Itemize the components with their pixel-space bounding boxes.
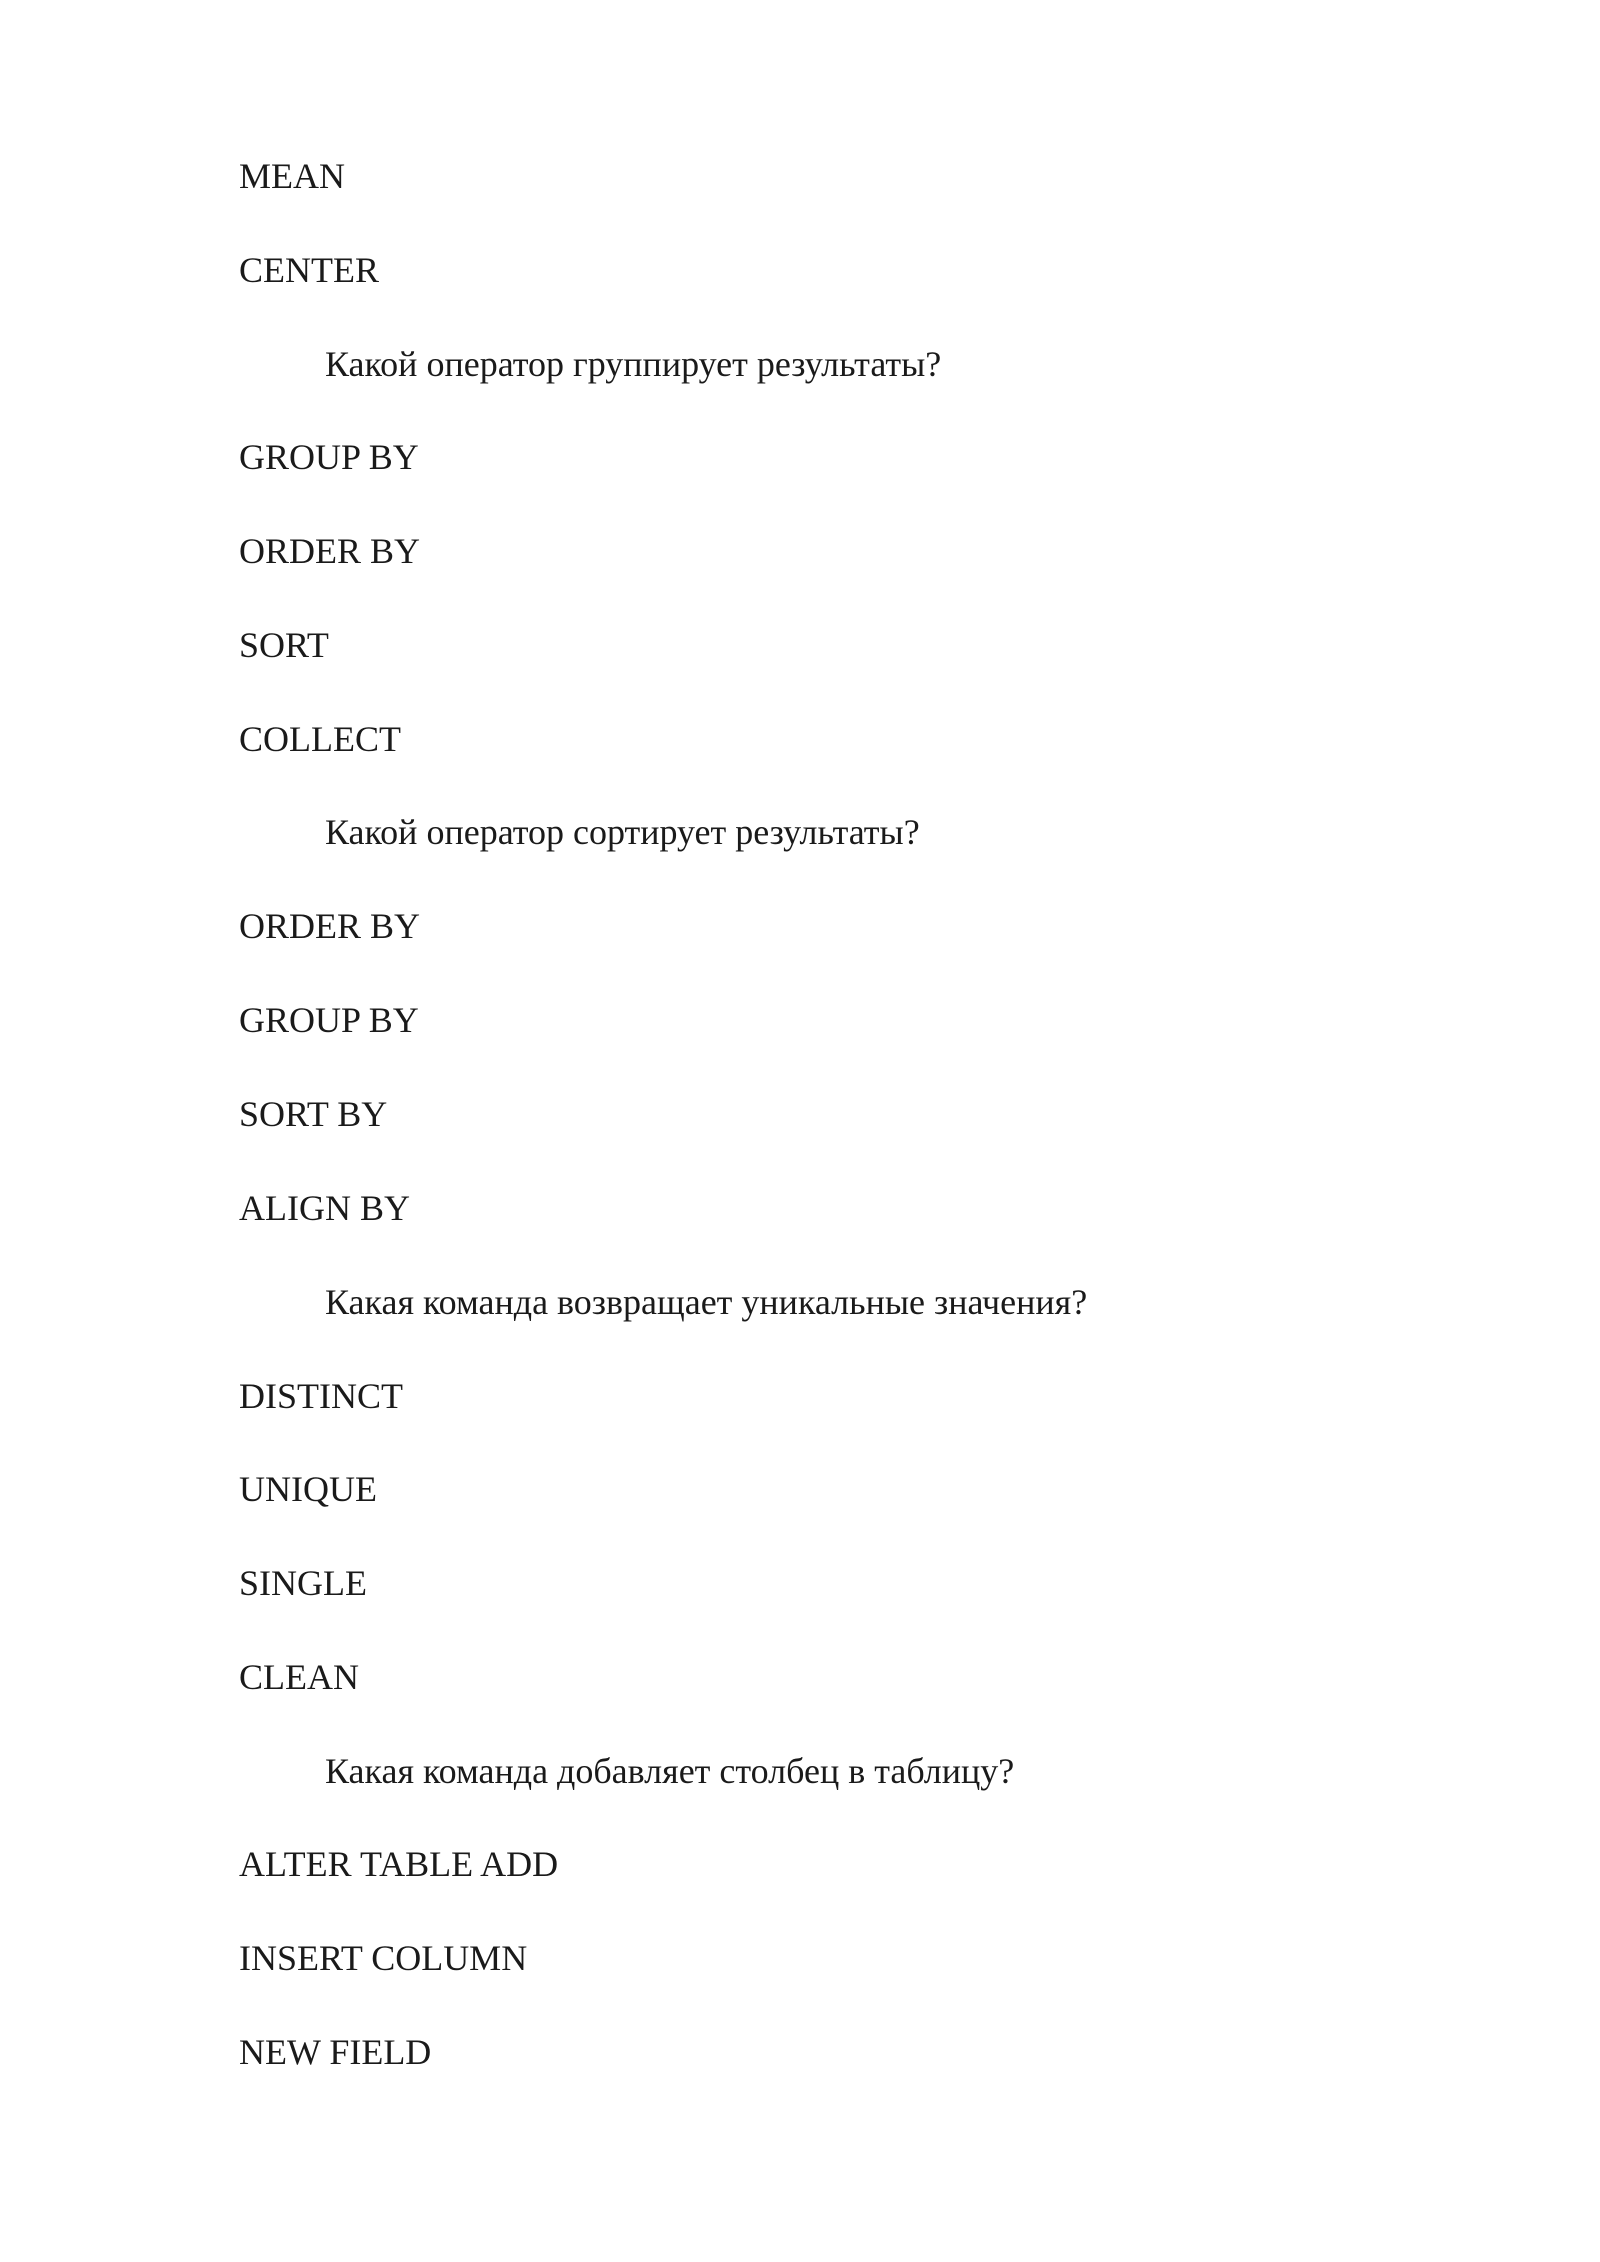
answer-option: SORT — [239, 625, 329, 665]
answer-option: ORDER BY — [239, 531, 421, 571]
answer-option: ALTER TABLE ADD — [239, 1844, 559, 1884]
answer-option: INSERT COLUMN — [239, 1938, 528, 1978]
question-text: Какой оператор группирует результаты? — [325, 344, 942, 384]
answer-option: GROUP BY — [239, 437, 419, 477]
answer-option: DISTINCT — [239, 1376, 403, 1416]
answer-option: NEW FIELD — [239, 2032, 432, 2072]
question-text: Какая команда возвращает уникальные значения? — [325, 1282, 1088, 1322]
answer-option: CLEAN — [239, 1657, 359, 1697]
answer-option: ALIGN BY — [239, 1188, 410, 1228]
answer-option: UNIQUE — [239, 1469, 377, 1509]
question-text: Какой оператор сортирует результаты? — [325, 812, 920, 852]
answer-option: CENTER — [239, 250, 379, 290]
answer-option: ORDER BY — [239, 906, 421, 946]
answer-option: SORT BY — [239, 1094, 388, 1134]
question-text: Какая команда добавляет столбец в таблицу? — [325, 1751, 1015, 1791]
answer-option: SINGLE — [239, 1563, 367, 1603]
answer-option: MEAN — [239, 156, 345, 196]
answer-option: COLLECT — [239, 719, 401, 759]
answer-option: GROUP BY — [239, 1000, 419, 1040]
